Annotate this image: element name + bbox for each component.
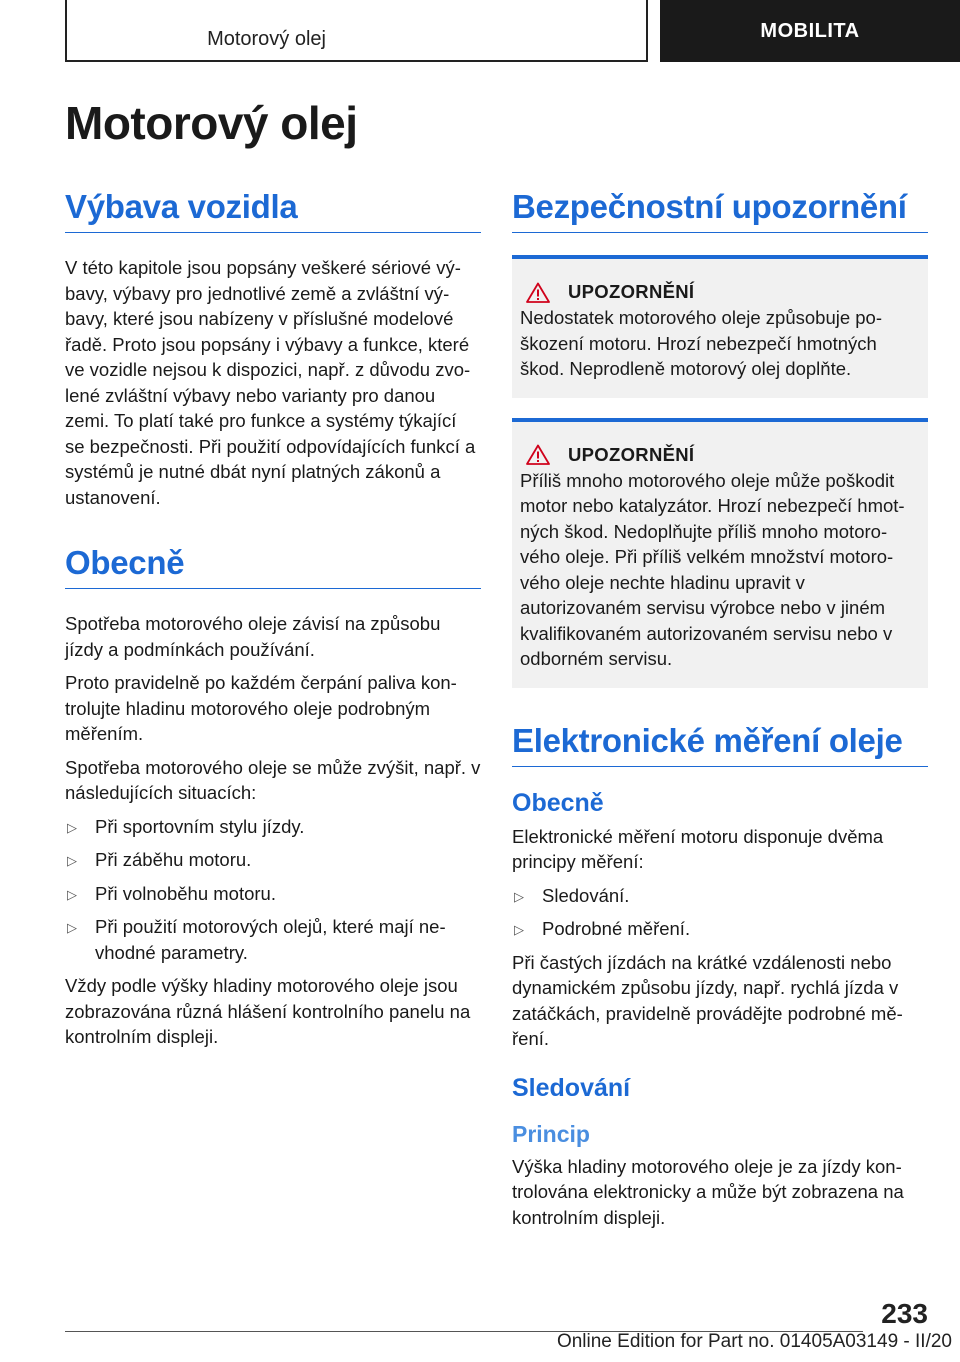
triangle-bullet-icon: ▷ [67, 853, 77, 868]
section-heading-vybava: Výbava vozidla [65, 188, 481, 233]
list-item: ▷ Při volnoběhu motoru. [65, 881, 481, 907]
list-item: ▷ Podrobné měření. [512, 916, 928, 942]
principle-list [512, 883, 928, 942]
mereni-paragraph-1: Elektronické měření motoru disponuje dvěma principy měření: [512, 825, 884, 872]
header-section-title: Motorový olej [207, 28, 326, 50]
header-frame [65, 0, 648, 62]
page-title: Motorový olej [65, 97, 358, 149]
obecne-paragraph-3: Spotřeba motorového oleje se může zvýšit, např. v následujících situacích: [65, 756, 481, 803]
footer-edition: Online Edition for Part no. 01405A03149 - II/20 [556, 1331, 952, 1352]
left-column [65, 188, 481, 1058]
list-item: ▷ Při použití motorových olejů, které mají nevhodné parametry. [67, 916, 446, 963]
subheading-obecne: Obecně [512, 788, 604, 817]
list-item: ▷ Při sportovním stylu jízdy. [65, 814, 481, 840]
right-column [512, 188, 928, 1238]
page-number: 233 [881, 1298, 928, 1329]
warning-text: Příliš mnoho motorového oleje může poškodit motor nebo katalyzátor. Hrozí nebezpečí hmotných škod. Nedoplňujte příliš mnoho motorového oleje. Při příliš velkém množství motorového oleje nechte hladinu upravit v autorizovaném servisu výrobce nebo v jiném kvalifikovaném autorizovaném servisu nebo v odborném servisu. [520, 469, 905, 669]
mereni-paragraph-2: Při častých jízdách na krátké vzdálenosti nebo dynamickém způsobu jízdy, např. rychlá jízda v zatáčkách, pravidelně provádějte podrobné měření. [512, 951, 903, 1049]
subheading-sledovani: Sledování [512, 1073, 631, 1102]
triangle-bullet-icon: ▷ [514, 888, 524, 904]
warning-text: Nedostatek motorového oleje způsobuje poškození motoru. Hrozí nebezpečí hmotných škod. Neprodleně motorový olej doplňte. [520, 307, 883, 379]
obecne-paragraph-4: Vždy podle výšky hladiny motorového oleje jsou zobrazována různá hlášení kontrolního panelu na kontrolním displeji. [65, 975, 471, 1047]
warning-title: UPOZORNĚNÍ [568, 281, 695, 302]
situation-list [65, 814, 481, 966]
list-item: ▷ Při záběhu motoru. [65, 847, 481, 873]
triangle-bullet-icon: ▷ [67, 886, 77, 902]
triangle-bullet-icon: ▷ [67, 920, 77, 935]
vybava-text: V této kapitole jsou popsány veškeré sériové výbavy, výbavy pro jednotlivé země a zvláštní výbavy, které jsou nabízeny v příslušné modelové řadě. Proto jsou popsány i výbavy a funkce, které ve vozidle nejsou k dispozici, např. z důvodu zvolené zvláštní výbavy nebo varianty pro danou zemi. To platí také pro funkce a systémy týkající se bezpečnosti. Při použití odpovídajících funkcí a systémů je nutné dbát nyní platných zákonů a ustanovení. [65, 257, 476, 508]
section-heading-obecne: Obecně [65, 544, 481, 589]
chapter-tab: MOBILITA [660, 0, 960, 62]
warning-box [512, 255, 928, 398]
section-heading-mereni: Elektronické měření oleje [512, 722, 928, 767]
princip-text: Výška hladiny motorového oleje je za jízdy kontrolována elektronicky a může být zobrazena na kontrolním displeji. [512, 1155, 904, 1228]
triangle-bullet-icon: ▷ [67, 819, 77, 835]
warning-title: UPOZORNĚNÍ [568, 443, 695, 465]
warning-box [512, 418, 928, 688]
obecne-paragraph-2: Proto pravidelně po každém čerpání paliva kontrolujte hladinu motorového oleje podrobným měřením. [65, 672, 457, 744]
section-heading-bezpecnost: Bezpečnostní upozornění [512, 188, 928, 233]
subheading-princip: Princip [512, 1120, 590, 1147]
warning-triangle-icon [526, 282, 550, 303]
warning-triangle-icon [526, 444, 550, 465]
list-item: ▷ Sledování. [512, 883, 928, 909]
triangle-bullet-icon: ▷ [514, 922, 524, 937]
obecne-paragraph-1: Spotřeba motorového oleje závisí na způsobu jízdy a podmínkách používání. [65, 613, 441, 660]
